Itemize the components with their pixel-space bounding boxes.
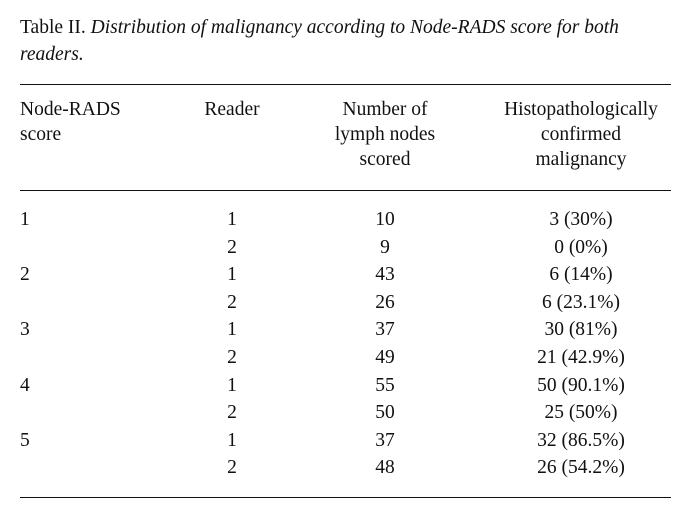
- header-rule: [20, 190, 671, 191]
- cell-reader: 2: [227, 236, 237, 258]
- cell-malignancy: 6 (23.1%): [542, 291, 620, 313]
- cell-malignancy: 0 (0%): [554, 236, 608, 258]
- cell-malignancy: 6 (14%): [549, 264, 613, 286]
- header-line: lymph nodes: [334, 124, 436, 145]
- cell-malignancy: 26 (54.2%): [537, 457, 625, 479]
- cell-malignancy: 32 (86.5%): [537, 429, 625, 451]
- header-reader: [182, 97, 282, 122]
- header-line: malignancy: [535, 149, 627, 170]
- cell-reader: 2: [227, 347, 237, 368]
- cell-reader: 1: [227, 264, 237, 286]
- cell-malignancy: 3 (30%): [549, 209, 613, 230]
- cell-score: 3: [20, 319, 30, 341]
- header-line: score: [20, 124, 62, 145]
- cell-reader: 1: [227, 209, 237, 230]
- cell-malignancy: 21 (42.9%): [537, 347, 625, 368]
- caption-title: Distribution of malignancy according to Node-RADS score for both readers.: [20, 17, 619, 65]
- header-line: Number of: [342, 99, 428, 120]
- header-line: Node-RADS: [20, 99, 121, 120]
- cell-count: 50: [375, 402, 395, 424]
- cell-malignancy: 50 (90.1%): [537, 374, 625, 396]
- cell-count: 48: [375, 457, 395, 479]
- header-number-of-lymph-nodes: [310, 97, 460, 172]
- header-line: scored: [359, 149, 411, 170]
- caption-label: Table II.: [20, 17, 86, 38]
- table-caption: [20, 14, 680, 68]
- bottom-rule: [20, 497, 671, 498]
- cell-score: 1: [20, 209, 30, 230]
- header-node-rads-score: [20, 97, 121, 147]
- header-histopathology: [486, 97, 676, 172]
- cell-count: 37: [375, 319, 395, 341]
- cell-count: 55: [375, 374, 395, 396]
- cell-malignancy: 25 (50%): [544, 402, 618, 424]
- header-line: Reader: [204, 99, 260, 120]
- cell-count: 37: [375, 429, 395, 451]
- cell-count: 49: [375, 347, 395, 368]
- cell-reader: 1: [227, 429, 237, 451]
- cell-reader: 2: [227, 402, 237, 424]
- top-rule: [20, 84, 671, 85]
- cell-count: 9: [380, 236, 390, 258]
- header-line: Histopathologically: [504, 99, 658, 120]
- header-line: confirmed: [540, 124, 622, 145]
- cell-reader: 2: [227, 457, 237, 479]
- cell-score: 2: [20, 264, 30, 286]
- cell-count: 10: [375, 209, 395, 230]
- cell-count: 43: [375, 264, 395, 286]
- cell-malignancy: 30 (81%): [544, 319, 618, 341]
- cell-reader: 2: [227, 291, 237, 313]
- cell-count: 26: [375, 291, 395, 313]
- cell-reader: 1: [227, 319, 237, 341]
- cell-score: 4: [20, 374, 30, 396]
- cell-score: 5: [20, 429, 30, 451]
- cell-reader: 1: [227, 374, 237, 396]
